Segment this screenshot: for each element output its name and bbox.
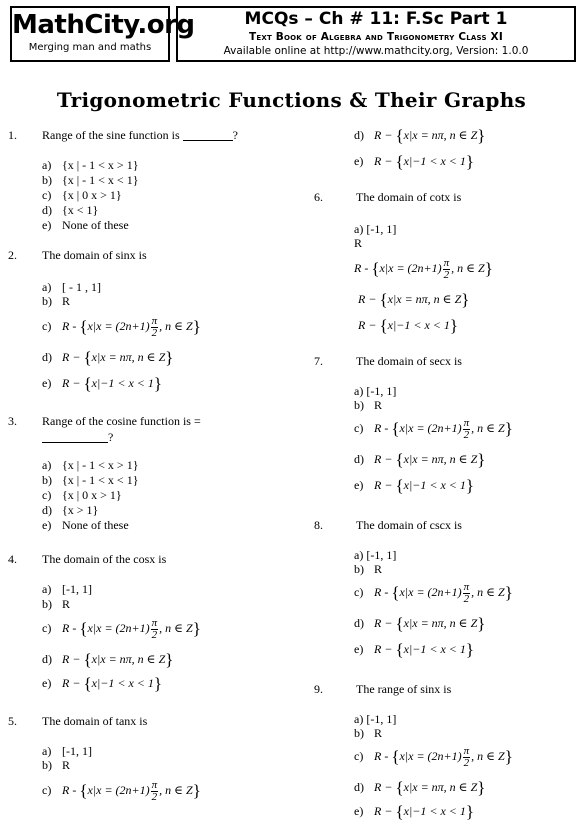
logo-box [10,6,195,62]
option-b: b) R [42,294,71,308]
question-4 [8,552,298,693]
option-d: d) {x < 1} [42,203,99,217]
option-e: e) R − {x|−1 < x < 1} [42,674,163,693]
question-number: 4. [8,552,17,566]
option-e: e) None of these [42,218,129,232]
option-c: c) {x | 0 x > 1} [42,188,122,202]
question-8 [314,518,578,659]
option-c: c) R - {x|x = (2n+1) $\frac{\pi}{2}$ , n ∈ Z} [354,580,513,605]
option-d: R − {x|x = nπ, n ∈ Z} [358,290,470,309]
question-text: The range of sinx is [356,682,452,696]
question-number: 3. [8,414,17,428]
option-a: a) {x | - 1 < x > 1} [42,158,139,172]
option-b: b) R [42,758,71,772]
option-d: d) R − {x|x = nπ, n ∈ Z} [354,450,486,469]
option-c: c) {x | 0 x > 1} [42,488,122,502]
document-info-box [176,6,576,62]
option-d: d) R − {x|x = nπ, n ∈ Z} [42,348,174,367]
answer-blank [42,430,108,443]
question-number: 1. [8,128,17,142]
option-e: e) R − {x|−1 < x < 1} [354,640,475,659]
option-d: d) {x > 1} [42,503,99,517]
option-d: d) R − {x|x = nπ, n ∈ Z} [42,650,174,669]
option-a: a) [ - 1 , 1] [42,280,101,294]
question-9 [314,682,578,821]
option-e: e) None of these [42,518,129,532]
question-number: 5. [8,714,17,728]
question-number: 9. [314,682,323,696]
option-e: e) R − {x|−1 < x < 1} [354,476,475,495]
question-5 [8,714,298,803]
option-a: a) [-1, 1] [354,384,397,398]
option-d: d) R − {x|x = nπ, n ∈ Z} [354,126,486,145]
question-1 [8,128,298,232]
option-e: e) R − {x|−1 < x < 1} [354,802,475,821]
option-a: a) [-1, 1] [354,548,397,562]
question-number: 6. [314,190,323,204]
option-d: d) R − {x|x = nπ, n ∈ Z} [354,778,486,797]
question-text: The domain of cscx is [356,518,462,532]
question-text: The domain of the cosx is [42,552,167,566]
option-d: d) R − {x|x = nπ, n ∈ Z} [354,614,486,633]
availability-text: Available online at http://www.mathcity.org, Version: 1.0.0 [223,45,529,57]
option-b: R [354,236,363,250]
logo-tagline: Merging man and maths [28,42,152,53]
document-title: MCQs – Ch # 11: F.Sc Part 1 [244,9,508,29]
header [0,0,583,78]
option-c: c) R - {x|x = (2n+1) $\frac{\pi}{2}$ , n ∈ Z} [42,314,201,339]
question-text: Range of the sine function is ? [42,128,238,142]
option-e: R − {x|−1 < x < 1} [358,316,459,335]
question-text: Range of the cosine function is = [42,414,201,428]
option-a: a) [-1, 1] [42,744,92,758]
question-3 [8,414,298,532]
option-b: b) R [354,398,383,412]
option-c: c) R - {x|x = (2n+1) $\frac{\pi}{2}$ , n ∈ Z} [42,616,201,641]
page-title: Trigonometric Functions & Their Graphs [56,88,527,112]
question-6 [314,190,578,335]
option-a: a) [-1, 1] [354,222,397,236]
logo-text: MathCity.org [12,10,195,40]
option-c: R - {x|x = (2n+1) $\frac{\pi}{2}$ , n ∈ Z} [354,256,493,281]
question-2 [8,248,298,393]
option-a: a) {x | - 1 < x > 1} [42,458,139,472]
question-text: The domain of secx is [356,354,462,368]
question-number: 8. [314,518,323,532]
option-a: a) [-1, 1] [354,712,397,726]
question-text: The domain of cotx is [356,190,462,204]
answer-blank [183,128,233,141]
question-text: The domain of tanx is [42,714,148,728]
question-number: 7. [314,354,323,368]
question-number: 2. [8,248,17,262]
option-c: c) R - {x|x = (2n+1) $\frac{\pi}{2}$ , n ∈ Z} [354,416,513,441]
option-b: b) R [354,562,383,576]
option-c: c) R - {x|x = (2n+1) $\frac{\pi}{2}$ , n ∈ Z} [354,744,513,769]
option-b: b) {x | - 1 < x < 1} [42,473,139,487]
question-text: The domain of sinx is [42,248,147,262]
document-subtitle: Text Book of Algebra and Trigonometry Class XI [249,31,503,43]
option-c: c) R - {x|x = (2n+1) $\frac{\pi}{2}$ , n ∈ Z} [42,778,201,803]
question-text-continued: ? [42,430,113,445]
question-7 [314,354,578,495]
option-a: a) [-1, 1] [42,582,92,596]
option-b: b) {x | - 1 < x < 1} [42,173,139,187]
option-e: e) R − {x|−1 < x < 1} [354,152,475,171]
option-e: e) R − {x|−1 < x < 1} [42,374,163,393]
option-b: b) R [354,726,383,740]
option-b: b) R [42,597,71,611]
